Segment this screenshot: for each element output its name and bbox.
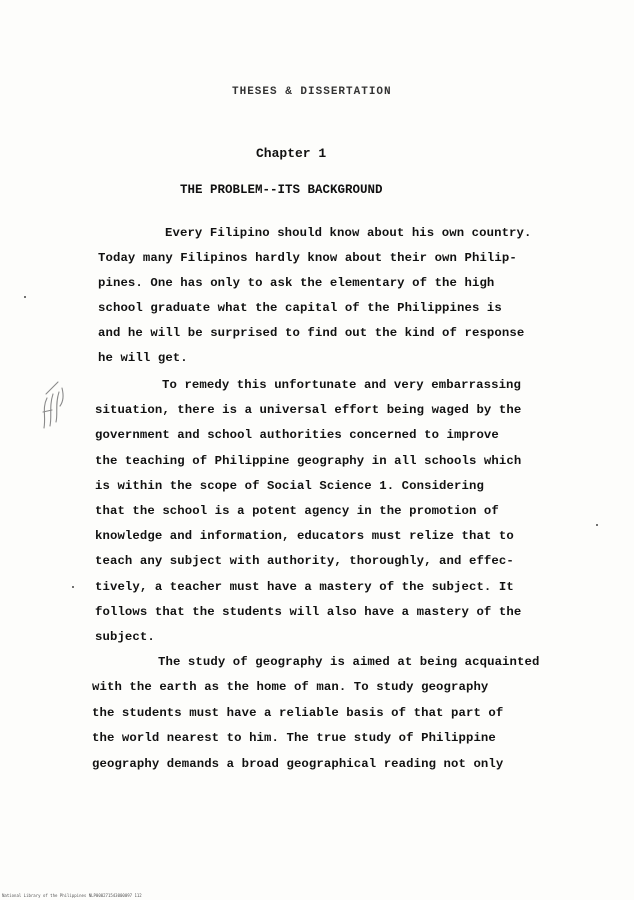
- text-line: school graduate what the capital of the Philippines is: [98, 301, 502, 315]
- scan-speck: [24, 296, 26, 298]
- scan-speck: [596, 524, 598, 526]
- text-line: pines. One has only to ask the elementary of the high: [98, 276, 495, 290]
- text-line: the students must have a reliable basis of that part of: [92, 706, 504, 720]
- text-line: he will get.: [98, 351, 188, 365]
- page-footer: National Library of the Philippines NLP000271543000097 112: [2, 893, 142, 898]
- text-line: teach any subject with authority, thoroughly, and effec-: [95, 554, 514, 568]
- text-line: Today many Filipinos hardly know about their own Philip-: [98, 251, 517, 265]
- text-line: follows that the students will also have a mastery of the: [95, 605, 522, 619]
- text-line: and he will be surprised to find out the kind of response: [98, 326, 525, 340]
- text-line: knowledge and information, educators must relize that to: [95, 529, 514, 543]
- text-line: the teaching of Philippine geography in all schools which: [95, 454, 522, 468]
- text-line: situation, there is a universal effort being waged by the: [95, 403, 522, 417]
- theses-stamp: THESES & DISSERTATION: [232, 86, 392, 98]
- text-line: with the earth as the home of man. To study geography: [92, 680, 489, 694]
- text-line: subject.: [95, 630, 155, 644]
- text-line: government and school authorities concerned to improve: [95, 428, 499, 442]
- chapter-heading: Chapter 1: [256, 146, 327, 161]
- text-line: that the school is a potent agency in the promotion of: [95, 504, 499, 518]
- section-title: THE PROBLEM--ITS BACKGROUND: [180, 183, 383, 197]
- text-line: Every Filipino should know about his own country.: [165, 226, 532, 240]
- text-line: The study of geography is aimed at being acquainted: [158, 655, 540, 669]
- scan-speck: [72, 586, 74, 588]
- text-line: tively, a teacher must have a mastery of the subject. It: [95, 580, 514, 594]
- text-line: is within the scope of Social Science 1. Considering: [95, 479, 484, 493]
- text-line: the world nearest to him. The true study of Philippine: [92, 731, 496, 745]
- text-line: geography demands a broad geographical reading not only: [92, 757, 504, 771]
- text-line: To remedy this unfortunate and very embarrassing: [162, 378, 522, 392]
- handwritten-margin-note: [38, 372, 68, 432]
